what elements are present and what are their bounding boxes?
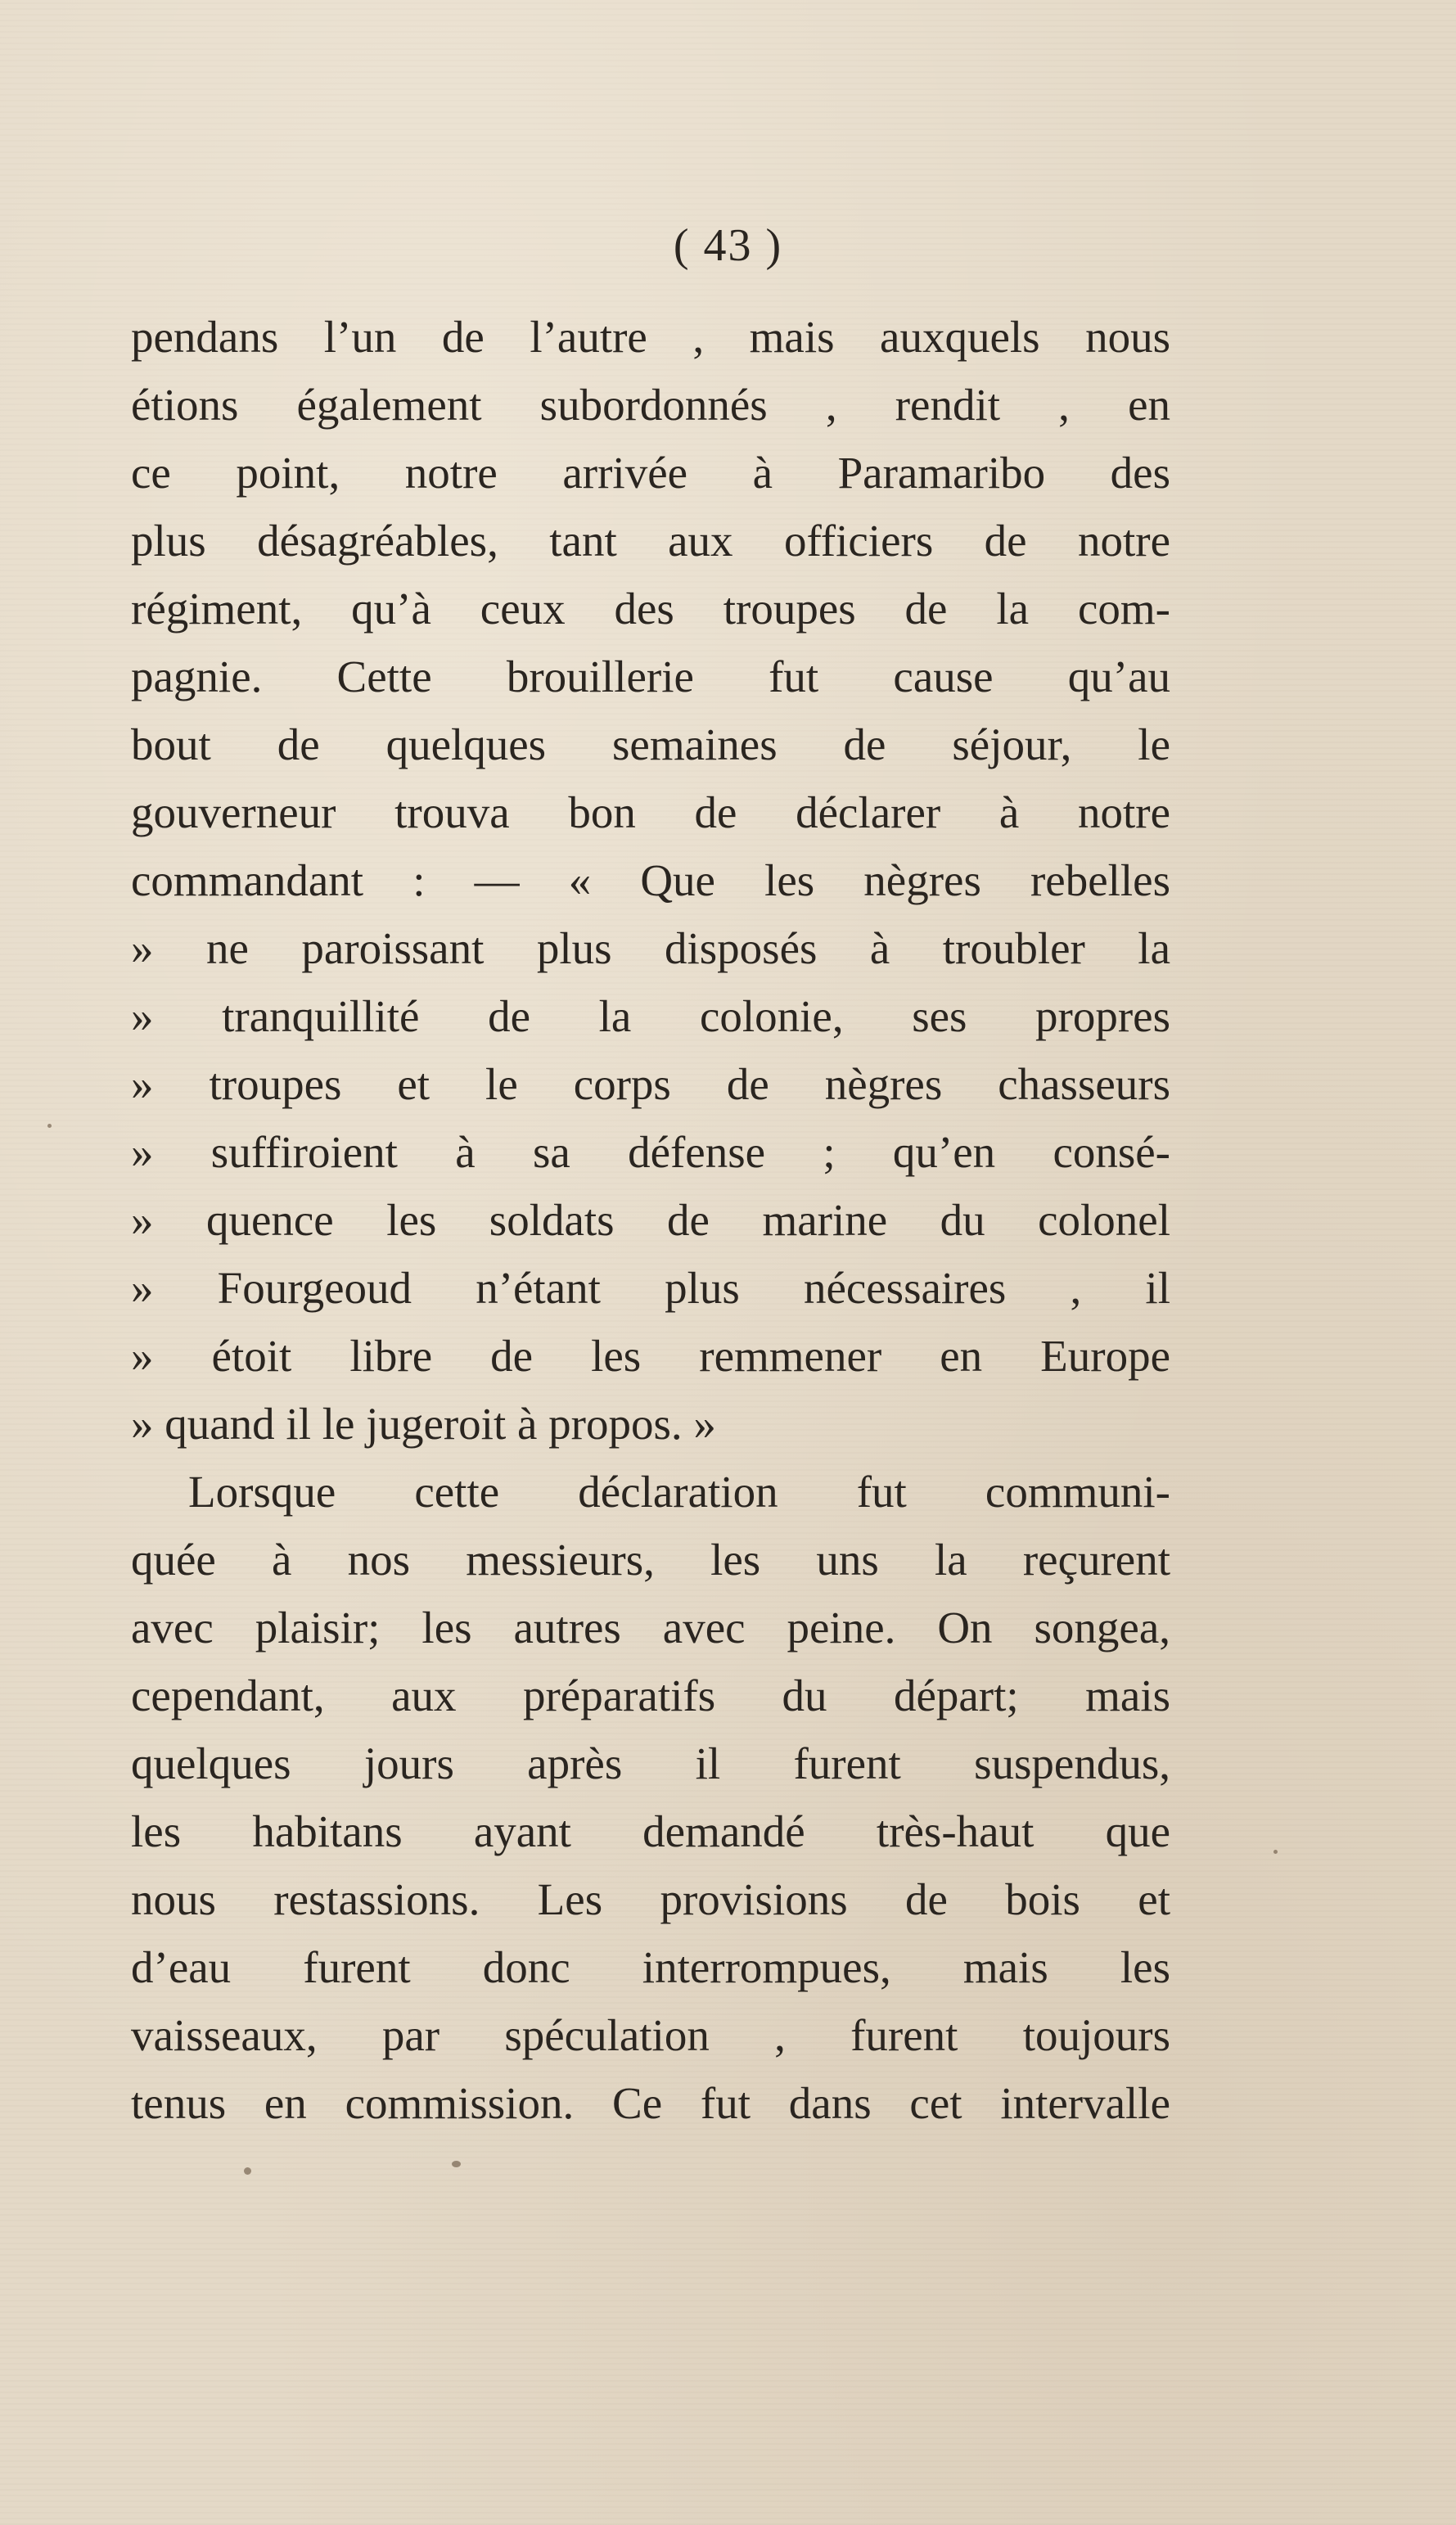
body-text [131,303,1170,2137]
text-line: » étoit libre de les remmener en Europe [131,1331,1170,1381]
text-line: cependant, aux préparatifs du départ; mais [131,1671,1170,1720]
text-line: quelques jours après il furent suspendus, [131,1738,1170,1788]
ink-speck [452,2161,461,2167]
text-line: » suffiroient à sa défense ; qu’en consé- [131,1127,1170,1177]
text-line: vaisseaux, par spéculation , furent toujours [131,2010,1170,2060]
text-line: nous restassions. Les provisions de bois et [131,1874,1170,1924]
paper-speck [1273,1850,1278,1854]
text-line: régiment, qu’à ceux des troupes de la com- [131,584,1170,634]
text-line: » troupes et le corps de nègres chasseurs [131,1059,1170,1109]
text-line: étions également subordonnés , rendit , en [131,380,1170,430]
text-line: pagnie. Cette brouillerie fut cause qu’au [131,652,1170,701]
page-number: ( 43 ) [673,220,783,271]
text-line: pendans l’un de l’autre , mais auxquels nous [131,312,1170,362]
text-line: tenus en commission. Ce fut dans cet intervalle [131,2078,1170,2128]
text-line: gouverneur trouva bon de déclarer à notre [131,787,1170,837]
ink-speck [244,2167,251,2175]
paper-speck [47,1124,52,1128]
text-line: ce point, notre arrivée à Paramaribo des [131,448,1170,498]
text-line: commandant : — « Que les nègres rebelles [131,855,1170,905]
text-line: quée à nos messieurs, les uns la reçurent [131,1535,1170,1585]
text-line: » quand il le jugeroit à propos. » [131,1399,716,1449]
text-line: avec plaisir; les autres avec peine. On songea, [131,1603,1170,1653]
paragraph-start-line: Lorsque cette déclaration fut communi- [188,1467,1170,1517]
text-line: » Fourgeoud n’étant plus nécessaires , il [131,1263,1170,1313]
text-line: les habitans ayant demandé très-haut que [131,1806,1170,1856]
text-line: plus désagréables, tant aux officiers de notre [131,516,1170,566]
text-line: » ne paroissant plus disposés à troubler la [131,923,1170,973]
text-line: » quence les soldats de marine du colonel [131,1195,1170,1245]
text-line: » tranquillité de la colonie, ses propres [131,991,1170,1041]
text-line: bout de quelques semaines de séjour, le [131,719,1170,769]
text-line: d’eau furent donc interrompues, mais les [131,1942,1170,1992]
